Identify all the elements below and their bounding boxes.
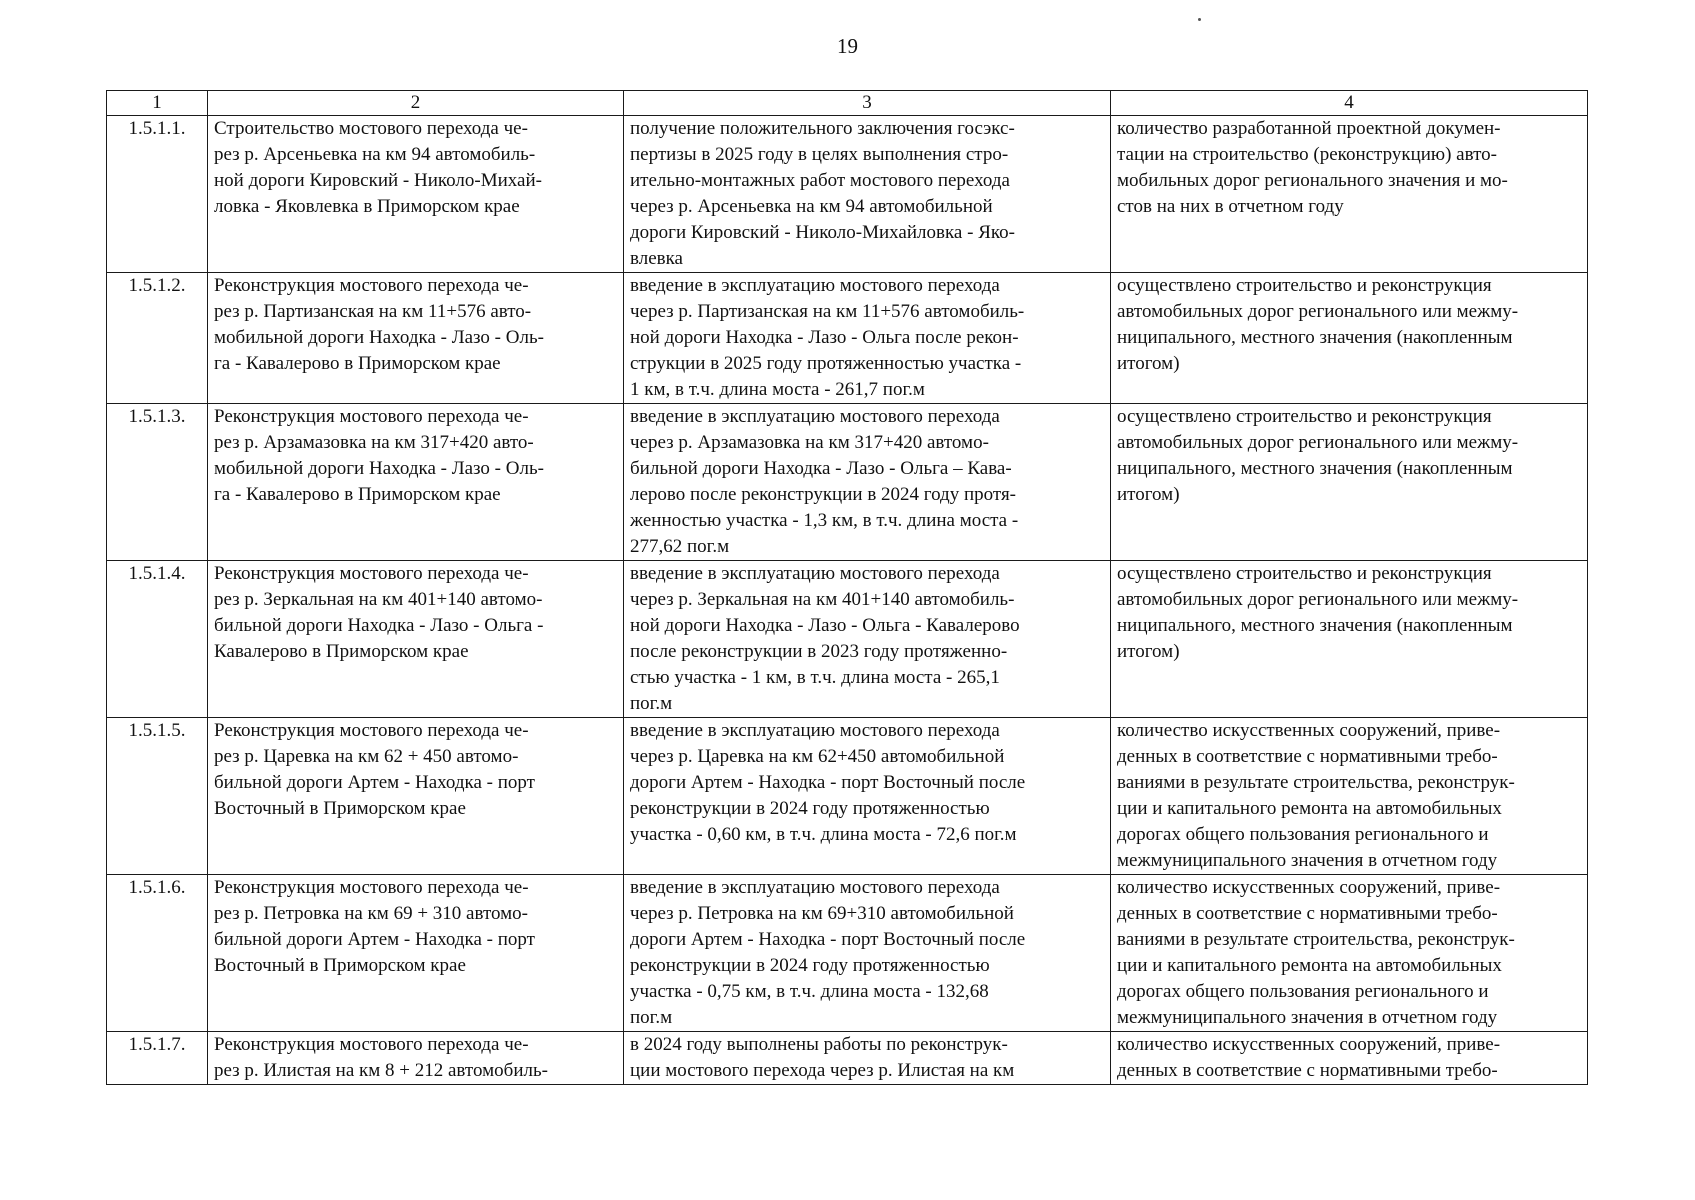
expected-result: введение в эксплуатацию мостового перехода через р. Петровка на км 69+310 автомобильной дороги Артем - Находка - порт Восточный после реконструкции в 2024 году протяженностью участка - 0,75 км, в т.ч. длина моста - 132,68 пог.м bbox=[624, 875, 1111, 1032]
table-row bbox=[107, 875, 1588, 1032]
measure-name: Строительство мостового перехода че- рез р. Арсеньевка на км 94 автомобиль- ной дороги Кировский - Николо-Михай- ловка - Яковлевка в Приморском крае bbox=[208, 116, 624, 273]
indicator: осуществлено строительство и реконструкция автомобильных дорог регионального или межму- ниципального, местного значения (накопленным итогом) bbox=[1111, 561, 1588, 718]
measure-name: Реконструкция мостового перехода че- рез р. Партизанская на км 11+576 авто- мобильной дороги Находка - Лазо - Оль- га - Кавалерово в Приморском крае bbox=[208, 273, 624, 404]
measure-name: Реконструкция мостового перехода че- рез р. Арзамазовка на км 317+420 авто- мобильной дороги Находка - Лазо - Оль- га - Кавалерово в Приморском крае bbox=[208, 404, 624, 561]
row-number: 1.5.1.5. bbox=[107, 718, 208, 875]
expected-result: в 2024 году выполнены работы по реконструк- ции мостового перехода через р. Илистая на км bbox=[624, 1032, 1111, 1085]
table-row bbox=[107, 404, 1588, 561]
indicator: осуществлено строительство и реконструкция автомобильных дорог регионального или межму- ниципального, местного значения (накопленным итогом) bbox=[1111, 273, 1588, 404]
table-row bbox=[107, 1032, 1588, 1085]
indicator: количество искусственных сооружений, приве- денных в соответствие с нормативными требо- ваниями в результате строительства, реконструк- ции и капитального ремонта на автомобильных дорогах общего пользования регионального и межмуниципального значения в отчетном году bbox=[1111, 718, 1588, 875]
measures-table bbox=[106, 90, 1588, 1085]
measure-name: Реконструкция мостового перехода че- рез р. Илистая на км 8 + 212 автомобиль- bbox=[208, 1032, 624, 1085]
scan-speck bbox=[1198, 18, 1201, 21]
table-row bbox=[107, 561, 1588, 718]
measure-name: Реконструкция мостового перехода че- рез р. Зеркальная на км 401+140 автомо- бильной дороги Находка - Лазо - Ольга - Кавалерово в Приморском крае bbox=[208, 561, 624, 718]
header-col-4: 4 bbox=[1111, 91, 1588, 116]
table-row bbox=[107, 116, 1588, 273]
expected-result: введение в эксплуатацию мостового перехода через р. Царевка на км 62+450 автомобильной дороги Артем - Находка - порт Восточный после реконструкции в 2024 году протяженностью участка - 0,60 км, в т.ч. длина моста - 72,6 пог.м bbox=[624, 718, 1111, 875]
indicator: количество искусственных сооружений, приве- денных в соответствие с нормативными требо- bbox=[1111, 1032, 1588, 1085]
row-number: 1.5.1.2. bbox=[107, 273, 208, 404]
indicator: осуществлено строительство и реконструкция автомобильных дорог регионального или межму- ниципального, местного значения (накопленным итогом) bbox=[1111, 404, 1588, 561]
row-number: 1.5.1.7. bbox=[107, 1032, 208, 1085]
indicator: количество искусственных сооружений, приве- денных в соответствие с нормативными требо- ваниями в результате строительства, реконструк- ции и капитального ремонта на автомобильных дорогах общего пользования регионального и межмуниципального значения в отчетном году bbox=[1111, 875, 1588, 1032]
expected-result: введение в эксплуатацию мостового перехода через р. Арзамазовка на км 317+420 автомо- бильной дороги Находка - Лазо - Ольга – Кава- лерово после реконструкции в 2024 году протя- женностью участка - 1,3 км, в т.ч. длина моста - 277,62 пог.м bbox=[624, 404, 1111, 561]
measure-name: Реконструкция мостового перехода че- рез р. Царевка на км 62 + 450 автомо- бильной дороги Артем - Находка - порт Восточный в Приморском крае bbox=[208, 718, 624, 875]
row-number: 1.5.1.4. bbox=[107, 561, 208, 718]
row-number: 1.5.1.1. bbox=[107, 116, 208, 273]
expected-result: получение положительного заключения госэкс- пертизы в 2025 году в целях выполнения стро- ительно-монтажных работ мостового перехода через р. Арсеньевка на км 94 автомобильной дороги Кировский - Николо-Михайловка - Яко- влевка bbox=[624, 116, 1111, 273]
table-row bbox=[107, 718, 1588, 875]
row-number: 1.5.1.6. bbox=[107, 875, 208, 1032]
indicator: количество разработанной проектной докумен- тации на строительство (реконструкцию) авто- мобильных дорог регионального значения и мо- стов на них в отчетном году bbox=[1111, 116, 1588, 273]
header-col-1: 1 bbox=[107, 91, 208, 116]
row-number: 1.5.1.3. bbox=[107, 404, 208, 561]
table-row bbox=[107, 273, 1588, 404]
header-col-2: 2 bbox=[208, 91, 624, 116]
expected-result: введение в эксплуатацию мостового перехода через р. Партизанская на км 11+576 автомобиль- ной дороги Находка - Лазо - Ольга после рекон- струкции в 2025 году протяженностью участка - 1 км, в т.ч. длина моста - 261,7 пог.м bbox=[624, 273, 1111, 404]
page-number: 19 bbox=[837, 34, 858, 58]
expected-result: введение в эксплуатацию мостового перехода через р. Зеркальная на км 401+140 автомобиль- ной дороги Находка - Лазо - Ольга - Кавалерово после реконструкции в 2023 году протяженно- стью участка - 1 км, в т.ч. длина моста - 265,1 пог.м bbox=[624, 561, 1111, 718]
measure-name: Реконструкция мостового перехода че- рез р. Петровка на км 69 + 310 автомо- бильной дороги Артем - Находка - порт Восточный в Приморском крае bbox=[208, 875, 624, 1032]
header-row bbox=[107, 91, 1588, 116]
header-col-3: 3 bbox=[624, 91, 1111, 116]
